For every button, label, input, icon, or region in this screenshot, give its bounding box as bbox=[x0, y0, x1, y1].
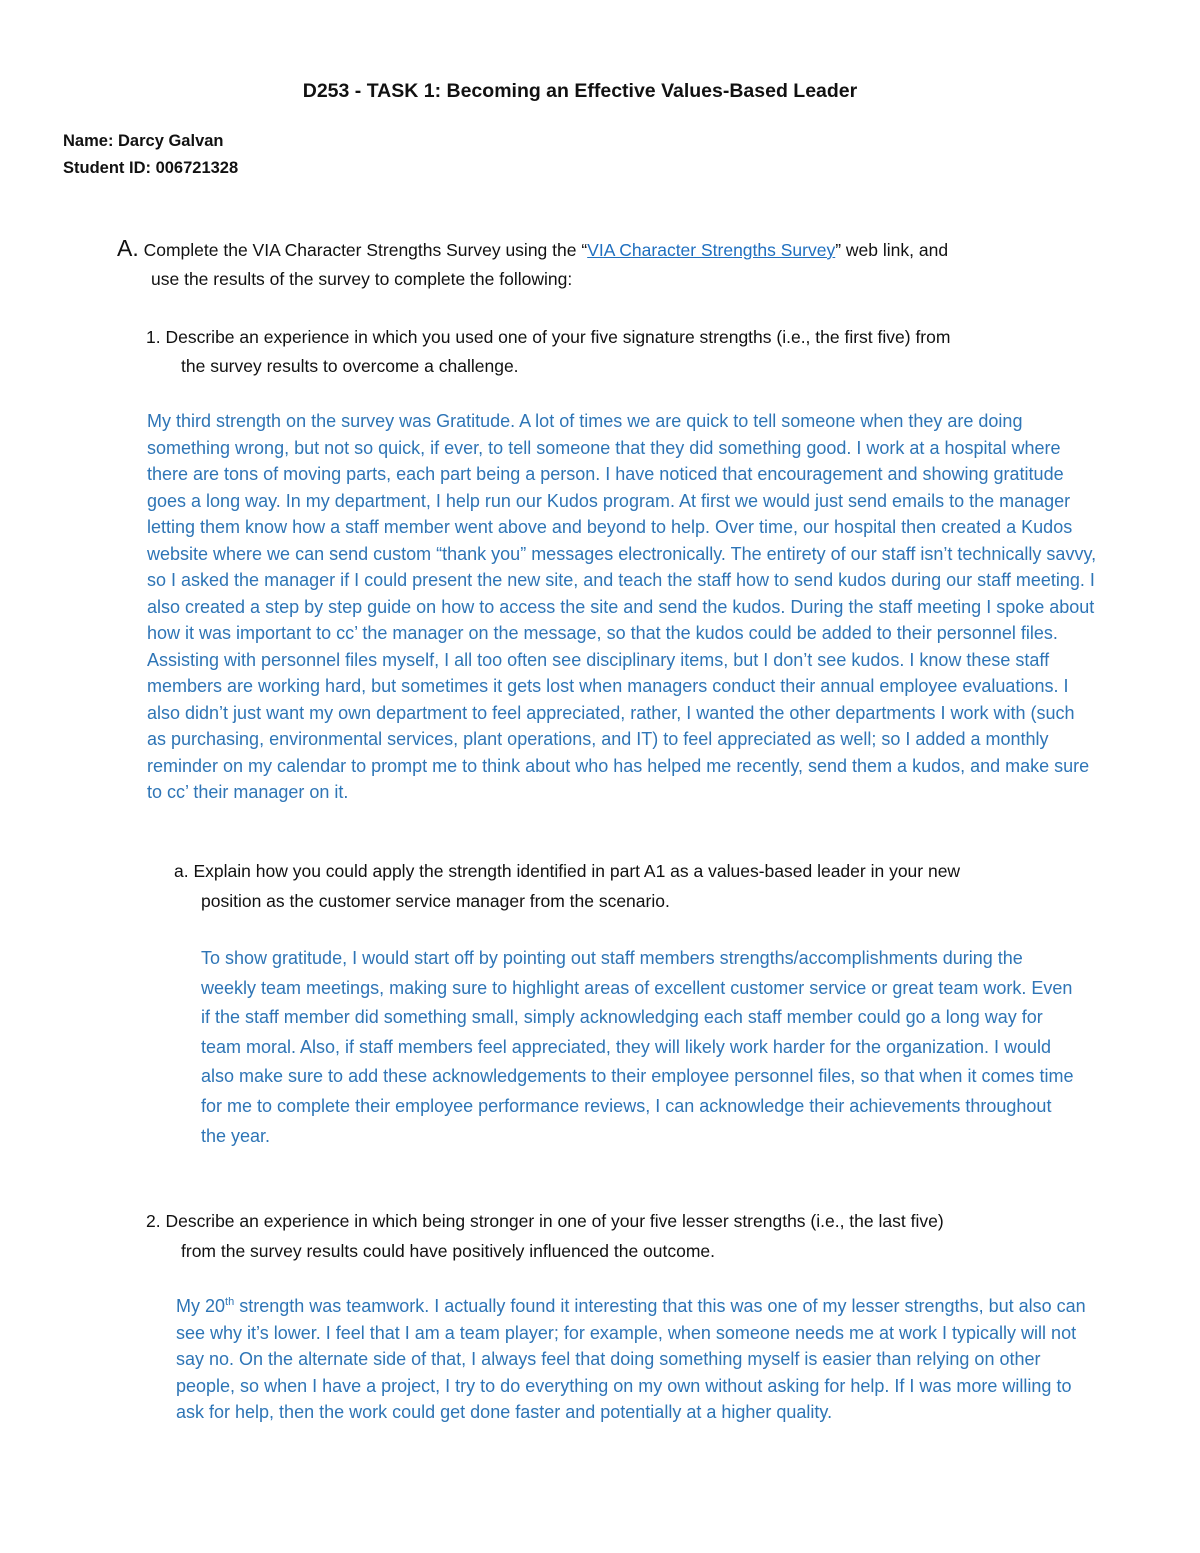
answer-2 bbox=[176, 1293, 1096, 1426]
page-title: D253 - TASK 1: Becoming an Effective Values-Based Leader bbox=[302, 80, 858, 102]
student-id: Student ID: 006721328 bbox=[63, 159, 239, 177]
question-1-line-2: the survey results to overcome a challenge. bbox=[181, 356, 519, 376]
question-1-text: Describe an experience in which you used one of your five signature strengths (i.e., the first five) from bbox=[165, 327, 951, 347]
section-a-line-1 bbox=[117, 235, 948, 262]
answer-2-ordinal-suffix: th bbox=[225, 1296, 235, 1308]
question-1a-line-1 bbox=[174, 861, 960, 882]
question-1a-text: Explain how you could apply the strength identified in part A1 as a values-based leader in your new bbox=[193, 861, 961, 881]
answer-2-pre: My 20 bbox=[176, 1296, 226, 1316]
question-2-line-2: from the survey results could have positively influenced the outcome. bbox=[181, 1241, 716, 1261]
student-name: Name: Darcy Galvan bbox=[63, 132, 224, 150]
section-a-marker: A. bbox=[117, 235, 139, 261]
question-1-number: 1. bbox=[146, 327, 161, 347]
answer-1a: To show gratitude, I would start off by pointing out staff members strengths/accomplishments during the weekly team meetings, making sure to highlight areas of excellent customer service or great team work. Even if the staff member did something small, simply acknowledging each staff member could go a long way for team moral. Also, if staff members feel appreciated, they will likely work harder for the organization. I would also make sure to add these acknowledgements to their employee personnel files, so that when it comes time for me to complete their employee performance reviews, I can acknowledge their achievements throughout the year. bbox=[201, 948, 1074, 1146]
question-1a-letter: a. bbox=[174, 861, 189, 881]
section-a-text-pre: Complete the VIA Character Strengths Survey using the “ bbox=[143, 240, 588, 260]
question-2-line-1 bbox=[146, 1211, 944, 1232]
via-survey-link[interactable]: VIA Character Strengths Survey bbox=[587, 240, 836, 260]
answer-1: My third strength on the survey was Gratitude. A lot of times we are quick to tell someone when they are doing something wrong, but not so quick, if ever, to tell someone that they did something good. I work at a hospital where there are tons of moving parts, each part being a person. I have noticed that encouragement and showing gratitude goes a long way. In my department, I help run our Kudos program. At first we would just send emails to the manager letting them know how a staff member went above and beyond to help. Over time, our hospital then created a Kudos website where we can send custom “thank you” messages electronically. The entirety of our staff isn’t technically savvy, so I asked the manager if I could present the new site, and teach the staff how to send kudos during our staff meeting. I also created a step by step guide on how to access the site and send the kudos. During the staff meeting I spoke about how it was important to cc’ the manager on the message, so that the kudos could be added to their personnel files. Assisting with personnel files myself, I all too often see disciplinary items, but I don’t see kudos. I know these staff members are working hard, but sometimes it gets lost when managers conduct their annual employee evaluations. I also didn’t just want my own department to feel appreciated, rather, I wanted the other departments I work with (such as purchasing, environmental services, plant operations, and IT) to feel appreciated as well; so I added a monthly reminder on my calendar to prompt me to think about who has helped me recently, send them a kudos, and make sure to cc’ their manager on it. bbox=[147, 411, 1097, 802]
question-1a-line-2: position as the customer service manager from the scenario. bbox=[201, 891, 670, 911]
section-a-line-2: use the results of the survey to complete the following: bbox=[151, 269, 573, 289]
question-1-line-1 bbox=[146, 327, 950, 348]
answer-2-post: strength was teamwork. I actually found it interesting that this was one of my lesser strengths, but also can see why it’s lower. I feel that I am a team player; for example, when someone needs me at work I typically will not say no. On the alternate side of that, I always feel that doing something myself is easier than relying on other people, so when I have a project, I try to do everything on my own without asking for help. If I was more willing to ask for help, then the work could get done faster and potentially at a higher quality. bbox=[176, 1296, 1086, 1422]
question-2-number: 2. bbox=[146, 1211, 161, 1231]
question-2-text: Describe an experience in which being stronger in one of your five lesser strengths (i.e., the last five) bbox=[165, 1211, 944, 1231]
section-a-text-post: ” web link, and bbox=[835, 240, 949, 260]
